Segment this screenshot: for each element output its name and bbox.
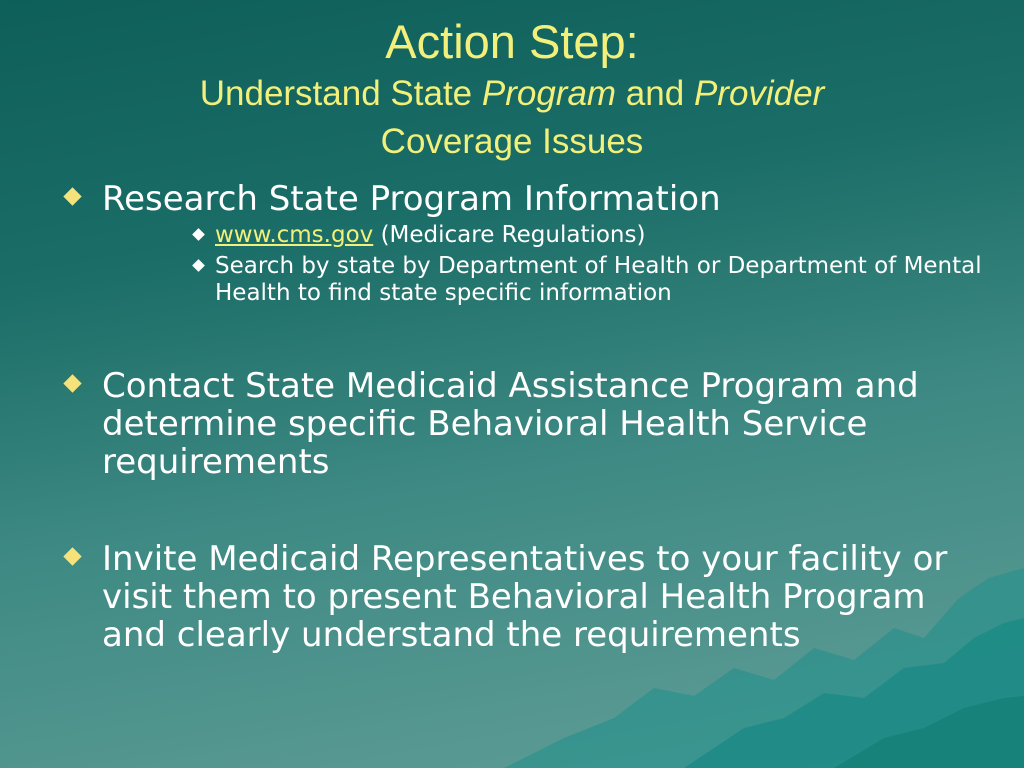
bullet-research xyxy=(62,180,992,218)
diamond-bullet-icon xyxy=(192,259,205,272)
bullet-text: Research State Program Information xyxy=(102,179,721,219)
title-sub-text-2: and xyxy=(616,74,694,113)
title-subtitle xyxy=(0,70,1024,166)
bullet-text: Invite Medicaid Representatives to your facility or visit them to present Behavioral Health Program and clearly understand the requirements xyxy=(102,539,948,655)
sub-bullet-text: (Medicare Regulations) xyxy=(373,222,646,248)
title-sub-line-2: Coverage Issues xyxy=(380,122,644,161)
bullet-invite xyxy=(62,540,992,654)
title-main: Action Step: xyxy=(385,15,639,68)
sub-bullet-search xyxy=(190,253,992,307)
diamond-bullet-icon xyxy=(192,228,205,241)
sub-bullet-cms xyxy=(190,222,992,249)
bullet-list xyxy=(62,180,992,654)
cms-link[interactable]: www.cms.gov xyxy=(215,222,374,248)
diamond-bullet-icon xyxy=(63,374,81,392)
bullet-contact xyxy=(62,367,992,481)
sub-bullet-text: Search by state by Department of Health or Department of Mental Health to find state specific information xyxy=(215,253,982,306)
title-sub-italic-program: Program xyxy=(481,74,617,113)
diamond-bullet-icon xyxy=(63,187,81,205)
title-sub-italic-provider: Provider xyxy=(693,74,825,113)
bullet-text: Contact State Medicaid Assistance Program and determine specific Behavioral Health Service requirements xyxy=(102,366,919,482)
diamond-bullet-icon xyxy=(63,547,81,565)
slide-title xyxy=(0,14,1024,166)
title-sub-text-1: Understand State xyxy=(199,74,482,113)
